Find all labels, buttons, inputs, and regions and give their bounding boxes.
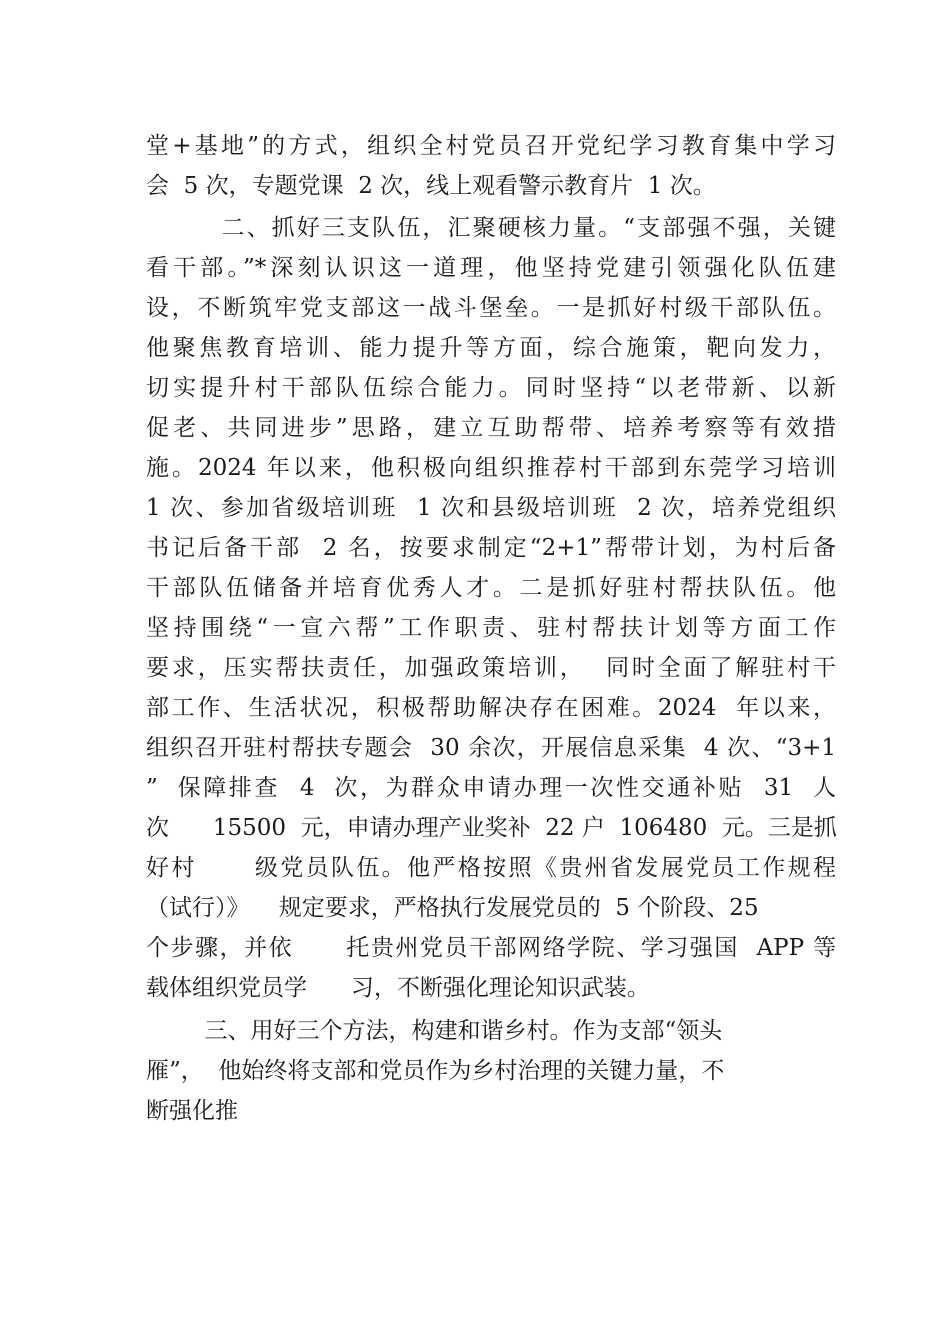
text-line: 会 5 次，专题党课 2 次，线上观看警示教育片 1 次。 — [146, 173, 716, 199]
text-line: 促老、共同进步”思路，建立互助帮带、培养考察等有效措 — [146, 415, 836, 441]
text-line: 部工作、生活状况，积极帮助解决存在困难。2024 年以来， — [146, 695, 836, 721]
text-line: 坚持围绕“一宣六帮”工作职责、驻村帮扶计划等方面工作 — [146, 615, 836, 641]
text-line: 施。2024 年以来，他积极向组织推荐村干部到东莞学习培训 — [146, 455, 836, 481]
text-line: 1 次、参加省级培训班 1 次和县级培训班 2 次，培养党组织 — [146, 495, 836, 521]
text-line: 载体组织党员学 习，不断强化理论知识武装。 — [146, 975, 650, 1001]
text-line: 堂+基地”的方式，组织全村党员召开党纪学习教育集中学习 — [146, 133, 836, 159]
text-line: 断强化推 — [146, 1098, 238, 1124]
text-line: 组织召开驻村帮扶专题会 30 余次，开展信息采集 4 次、“3+1 — [146, 735, 837, 761]
text-line: 他聚焦教育培训、能力提升等方面，综合施策，靶向发力， — [146, 335, 836, 361]
text-line: 雁”， 他始终将支部和党员作为乡村治理的关键力量，不 — [146, 1058, 725, 1084]
text-line: 看干部。”*深刻认识这一道理，他坚持党建引领强化队伍建 — [146, 255, 836, 281]
text-line: 好村 级党员队伍。他严格按照《贵州省发展党员工作规程 — [146, 855, 836, 881]
text-line: 二、抓好三支队伍，汇聚硬核力量。“支部强不强，关键 — [146, 215, 836, 241]
text-line: 个步骤，并依 托贵州党员干部网络学院、学习强国 APP 等 — [146, 935, 836, 961]
text-line: 切实提升村干部队伍综合能力。同时坚持“以老带新、以新 — [146, 375, 836, 401]
text-line: 干部队伍储备并培育优秀人才。二是抓好驻村帮扶队伍。他 — [146, 575, 836, 601]
text-line: 次 15500 元，申请办理产业奖补 22 户 106480 元。三是抓 — [146, 815, 837, 841]
text-line: 书记后备干部 2 名，按要求制定“2+1”帮带计划，为村后备 — [146, 535, 836, 561]
text-line: 要求，压实帮扶责任，加强政策培训， 同时全面了解驻村干 — [146, 655, 836, 681]
text-line: ” 保障排查 4 次，为群众申请办理一次性交通补贴 31 人 — [146, 775, 836, 801]
text-line: 三、用好三个方法，构建和谐乡村。作为支部“领头 — [146, 1018, 723, 1044]
text-line: （试行）》 规定要求，严格执行发展党员的 5 个阶段、25 — [146, 895, 759, 921]
text-line: 设，不断筑牢党支部这一战斗堡垒。一是抓好村级干部队伍。 — [146, 295, 836, 321]
